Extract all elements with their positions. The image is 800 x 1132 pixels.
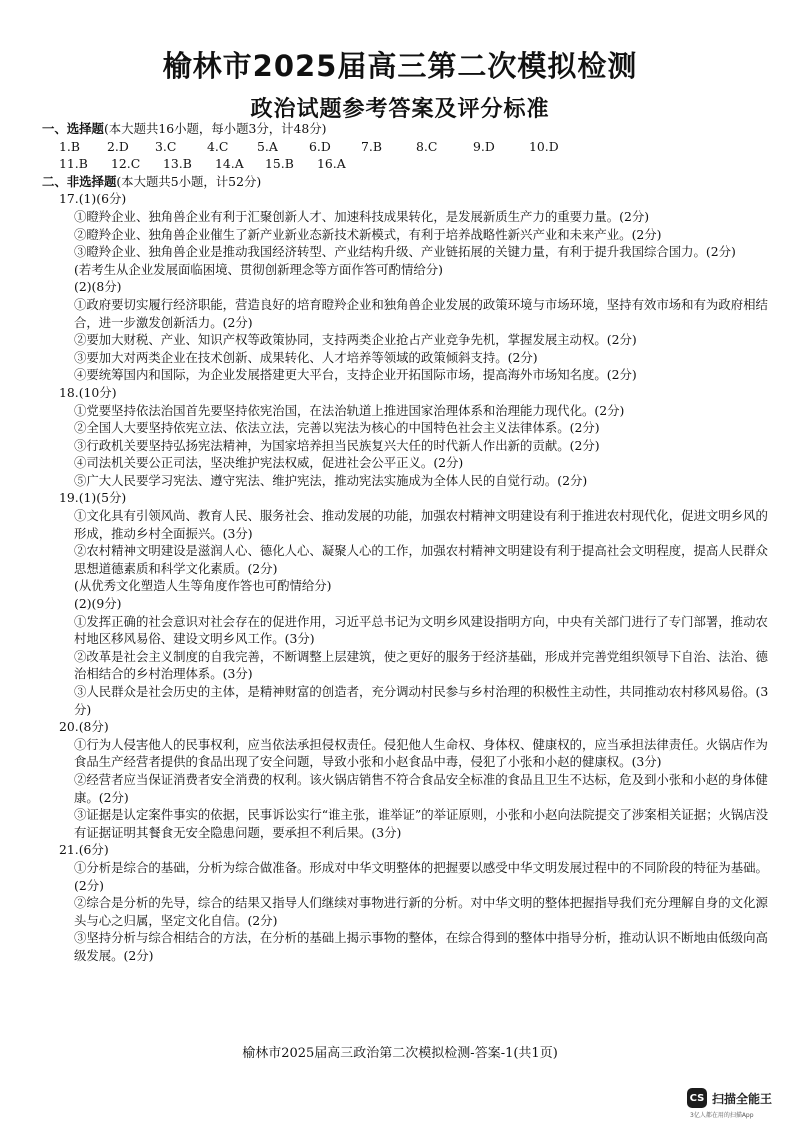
answer-item: 3.C xyxy=(155,138,177,154)
page-title: 榆林市2025届高三第二次模拟检测 xyxy=(162,49,638,83)
answer-item: 9.D xyxy=(473,138,495,154)
q19-p1-item-2: ②农村精神文明建设是滋润人心、德化人心、凝聚人心的工作，加强农村精神文明建设有利于提高社会文明程度，提高人民群众思想道德素质和科学文化素质。(2分) xyxy=(74,543,768,576)
q17-p1-item-3: ③瞪羚企业、独角兽企业是推动我国经济转型、产业结构升级、产业链拓展的关键力量，有利于提升我国综合国力。(2分) xyxy=(74,244,736,260)
answer-item: 2.D xyxy=(107,138,129,154)
answer-item: 10.D xyxy=(529,138,559,154)
answer-item: 4.C xyxy=(207,138,229,154)
answer-item: 15.B xyxy=(265,156,294,172)
q19-p2-item-3: ③人民群众是社会历史的主体，是精神财富的创造者，充分调动村民参与乡村治理的积极性主动性，共同推动农村移风易俗。(3分) xyxy=(74,684,769,717)
q17-p2-item-4: ④要统筹国内和国际，为企业发展搭建更大平台，支持企业开拓国际市场，提高海外市场知名度。(2分) xyxy=(74,367,637,383)
camscanner-logo-icon: CS xyxy=(687,1088,707,1108)
answers-row-1 xyxy=(42,138,772,156)
q21-item-3: ③坚持分析与综合相结合的方法，在分析的基础上揭示事物的整体，在综合得到的整体中指导分析，推动认识不断地由低级向高级发展。(2分) xyxy=(74,930,768,963)
answer-item: 11.B xyxy=(59,156,88,172)
answer-item: 5.A xyxy=(257,138,278,154)
q19-p1-note: (从优秀文化塑造人生等角度作答也可酌情给分) xyxy=(74,578,332,594)
scanner-tagline: 3亿人都在用的扫描App xyxy=(690,1112,754,1119)
answer-item: 16.A xyxy=(317,156,346,172)
q20-item-3: ③证据是认定案件事实的依据，民事诉讼实行“谁主张，谁举证”的举证原则，小张和小赵向法院提交了涉案相关证据；火锅店没有证据证明其餐食无安全隐患问题，要承担不利后果。(3分) xyxy=(74,807,769,840)
q21-item-2: ②综合是分析的先导，综合的结果又指导人们继续对事物进行新的分析。对中华文明的整体把握指导我们充分理解自身的文化源头与心之归属，坚定文化自信。(2分) xyxy=(74,895,768,928)
q17-p1-note: (若考生从企业发展面临困境、贯彻创新理念等方面作答可酌情给分) xyxy=(74,261,443,277)
answer-item: 6.D xyxy=(309,138,331,154)
answer-item: 7.B xyxy=(361,138,382,154)
answers-row-2 xyxy=(42,155,772,173)
q17-part2-heading: (2)(8分) xyxy=(74,279,122,295)
section-1-heading: 一、选择题(本大题共16小题，每小题3分，计48分) xyxy=(42,121,327,136)
q17-p1-item-2: ②瞪羚企业、独角兽企业催生了新产业新业态新技术新模式，有利于培养战略性新兴产业和未来产业。(2分) xyxy=(74,226,662,242)
q19-p1-item-1: ①文化具有引领风尚、教育人民、服务社会、推动发展的功能，加强农村精神文明建设有利于推进农村现代化，促进文明乡风的形成，推动乡村全面振兴。(3分) xyxy=(74,508,768,541)
answer-item: 8.C xyxy=(416,138,438,154)
answer-content xyxy=(42,120,772,965)
answer-item: 1.B xyxy=(59,138,80,154)
q20-item-2: ②经营者应当保证消费者安全消费的权利。该火锅店销售不符合食品安全标准的食品且卫生不达标，危及到小张和小赵的身体健康。(2分) xyxy=(74,771,768,805)
q18-heading: 18.(10分) xyxy=(59,384,117,400)
section-2-heading: 二、非选择题(本大题共5小题，计52分) xyxy=(42,173,262,189)
answer-item: 13.B xyxy=(163,156,192,172)
q20-item-1: ①行为人侵害他人的民事权利，应当依法承担侵权责任。侵犯他人生命权、身体权、健康权的，应当承担法律责任。火锅店作为食品生产经营者提供的食品出现了安全问题，导致小张和小赵食品中毒，侵犯了小张和小赵的健康权。(3分) xyxy=(74,736,768,770)
page-footer: 榆林市2025届高三政治第二次模拟检测-答案-1(共1页) xyxy=(242,1046,558,1061)
q18-item-2: ②全国人大要坚持依宪立法、依法立法，完善以宪法为核心的中国特色社会主义法律体系。(2分) xyxy=(74,420,600,436)
q17-p1-item-1: ①瞪羚企业、独角兽企业有利于汇聚创新人才、加速科技成果转化，是发展新质生产力的重要力量。(2分) xyxy=(74,208,650,224)
page-subtitle: 政治试题参考答案及评分标准 xyxy=(250,97,550,122)
scanner-app-name: 扫描全能王 xyxy=(712,1091,773,1106)
q19-part1-heading: 19.(1)(5分) xyxy=(59,490,127,506)
q20-heading: 20.(8分) xyxy=(59,719,109,735)
q17-p2-item-3: ③要加大对两类企业在技术创新、成果转化、人才培养等领域的政策倾斜支持。(2分) xyxy=(74,349,538,365)
q18-item-4: ④司法机关要公正司法，坚决维护宪法权威，促进社会公平正义。(2分) xyxy=(74,455,464,471)
q17-p2-item-2: ②要加大财税、产业、知识产权等政策协同，支持两类企业抢占产业竞争先机，掌握发展主动权。(2分) xyxy=(74,332,637,348)
q18-item-5: ⑤广大人民要学习宪法、遵守宪法、维护宪法，推动宪法实施成为全体人民的自觉行动。(2分) xyxy=(74,472,588,488)
scanner-watermark xyxy=(687,1088,772,1108)
answer-item: 14.A xyxy=(215,156,244,172)
q21-item-1: ①分析是综合的基础，分析为综合做准备。形成对中华文明整体的把握要以感受中华文明发展过程中的不同阶段的特征为基础。(2分) xyxy=(74,859,768,893)
q18-item-3: ③行政机关要坚持弘扬宪法精神，为国家培养担当民族复兴大任的时代新人作出新的贡献。(2分) xyxy=(74,437,600,453)
q17-p2-item-1: ①政府要切实履行经济职能，营造良好的培育瞪羚企业和独角兽企业发展的政策环境与市场环境，坚持有效市场和有为政府相结合，进一步激发创新活力。(2分) xyxy=(74,296,768,330)
q19-p2-item-1: ①发挥正确的社会意识对社会存在的促进作用，习近平总书记为文明乡风建设指明方向，中央有关部门进行了专门部署，推动农村地区移风易俗、建设文明乡风工作。(3分) xyxy=(74,613,768,647)
q18-item-1: ①党要坚持依法治国首先要坚持依宪治国，在法治轨道上推进国家治理体系和治理能力现代化。(2分) xyxy=(74,402,625,418)
q17-part1-heading: 17.(1)(6分) xyxy=(59,191,127,207)
q19-part2-heading: (2)(9分) xyxy=(74,596,122,612)
answer-item: 12.C xyxy=(111,156,141,172)
q21-heading: 21.(6分) xyxy=(59,842,109,858)
q19-p2-item-2: ②改革是社会主义制度的自我完善，不断调整上层建筑，使之更好的服务于经济基础，形成并完善党组织领导下自治、法治、德治相结合的乡村治理体系。(3分) xyxy=(74,648,768,682)
